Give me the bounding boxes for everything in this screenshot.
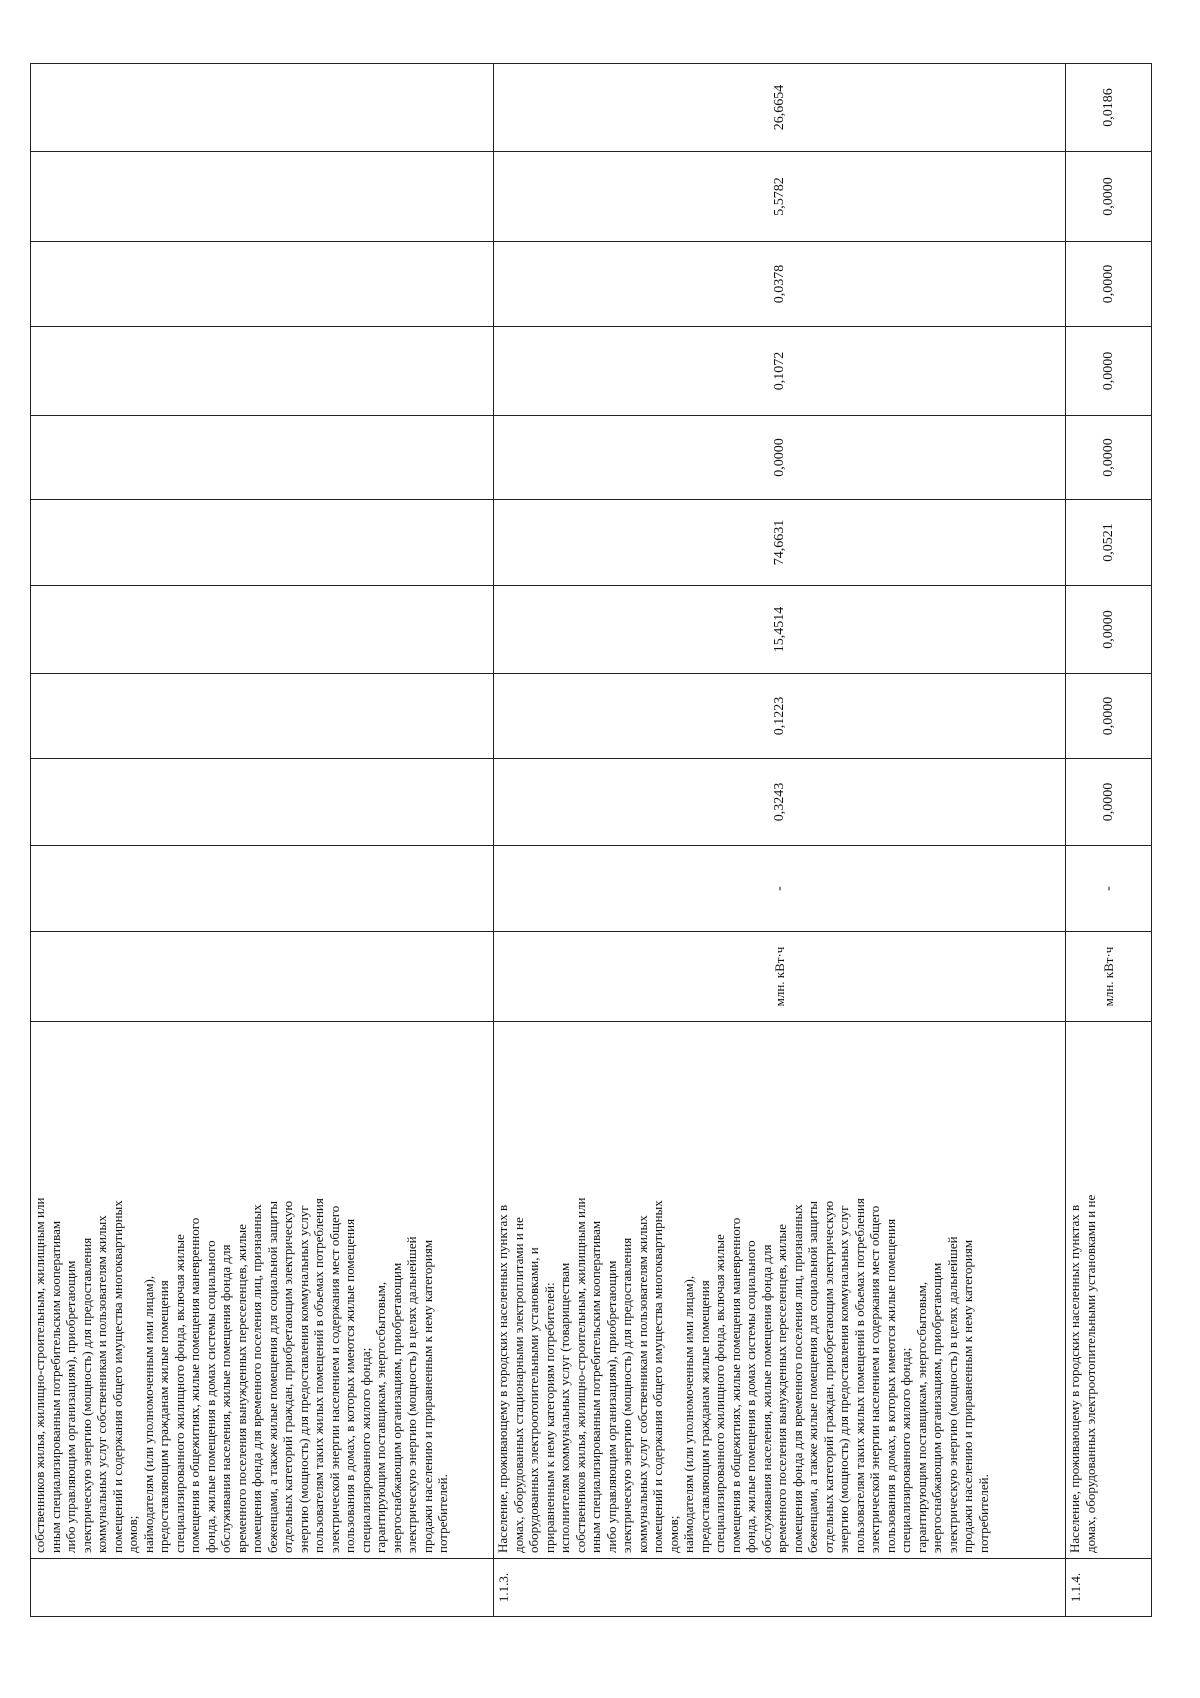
description-line: наймодателям (или уполномоченным ими лицам), bbox=[681, 1275, 696, 1553]
description-line: энергоснабжающим организациям, приобретающим bbox=[388, 1262, 404, 1553]
value-cell: 0,0000 bbox=[1066, 674, 1152, 759]
value-cell: 15,4514 bbox=[494, 586, 1066, 674]
value-cell: 0,0000 bbox=[1066, 586, 1152, 674]
description-line: помещения в общежитиях, жилые помещения маневренного bbox=[187, 1217, 202, 1553]
value-cell bbox=[31, 759, 494, 846]
value-cell bbox=[31, 416, 494, 500]
value-cell: 26,6654 bbox=[494, 64, 1066, 152]
description-line: энергию (мощность) для предоставления коммунальных услуг bbox=[836, 1205, 851, 1553]
tariff-table bbox=[30, 63, 1152, 1617]
unit-cell: млн. кВт·ч bbox=[494, 932, 1066, 1022]
description-line: электрическую энергию (мощность) для предоставления bbox=[619, 1237, 634, 1553]
description-line: обслуживания населения, жилые помещения фонда для bbox=[218, 1244, 233, 1553]
description-line: пользователям таких жилых помещений в объемах потребления bbox=[311, 1198, 326, 1553]
description-line: собственников жилья, жилищно-строительным, жилищным или bbox=[572, 1197, 588, 1553]
description-line: домов; bbox=[665, 1515, 681, 1553]
row-description bbox=[494, 1022, 1066, 1559]
value-cell bbox=[31, 64, 494, 152]
description-line: исполнителям коммунальных услуг (товариществам bbox=[557, 1262, 572, 1553]
value-cell: - bbox=[494, 846, 1066, 932]
description-line: домах, оборудованных электроотопительными установками и не bbox=[1082, 1194, 1098, 1553]
description-line: электрическую энергию (мощность) в целях дальнейшей bbox=[944, 1236, 960, 1553]
table-row bbox=[1066, 64, 1152, 1617]
description-line: либо управляющим организациям), приобретающим bbox=[63, 1260, 78, 1553]
row-code: 1.1.4. bbox=[1066, 1559, 1152, 1617]
description-line: потребителей. bbox=[975, 1474, 991, 1553]
value-cell: 0,3243 bbox=[494, 759, 1066, 846]
description-line: оборудованных электроотопительными установками, и bbox=[526, 1247, 541, 1553]
value-cell: 0,0521 bbox=[1066, 500, 1152, 586]
description-line: продажи населению и приравненным к нему категориям bbox=[419, 1239, 435, 1553]
description-line: специализированного жилищного фонда, включая жилые bbox=[712, 1234, 727, 1553]
value-cell: 0,0000 bbox=[1066, 759, 1152, 846]
description-line: беженцами, а также жилые помещения для социальной защиты bbox=[264, 1200, 280, 1553]
description-line: приравненным к нему категориям потребителей: bbox=[541, 1282, 557, 1553]
value-cell: 0,0378 bbox=[494, 242, 1066, 327]
description-line: предоставляющим гражданам жилые помещения bbox=[696, 1280, 712, 1553]
rotated-page bbox=[30, 84, 1151, 1617]
description-line: Население, проживающему в городских населенных пунктах в bbox=[495, 1204, 510, 1553]
description-line: энергию (мощность) для предоставления коммунальных услуг bbox=[295, 1205, 311, 1553]
description-line: потребителей. bbox=[435, 1474, 450, 1553]
description-line: помещений и содержания общего имущества многоквартирных bbox=[650, 1200, 665, 1553]
description-line: специализированного жилищного фонда, включая жилые bbox=[171, 1234, 187, 1553]
description-line: фонда, жилые помещения в домах системы социального bbox=[743, 1240, 758, 1553]
description-line: специализированного жилого фонда; bbox=[898, 1347, 913, 1553]
row-code bbox=[31, 1559, 494, 1617]
description-line: иным специализированным потребительским кооперативам bbox=[588, 1220, 603, 1553]
description-line: продажи населению и приравненным к нему категориям bbox=[960, 1239, 975, 1553]
description-line: электрической энергии населением и содержания мест общего bbox=[326, 1205, 342, 1553]
description-line: временного поселения вынужденных переселенцев, жилые bbox=[233, 1224, 249, 1553]
description-line: гарантирующим поставщикам, энергосбытовым, bbox=[913, 1281, 929, 1553]
value-cell: 74,6631 bbox=[494, 500, 1066, 586]
description-line: иным специализированным потребительским кооперативам bbox=[47, 1220, 63, 1553]
row-description bbox=[31, 1022, 494, 1559]
description-line: беженцами, а также жилые помещения для социальной защиты bbox=[805, 1200, 820, 1553]
description-line: пользования в домах, в которых имеются жилые помещения bbox=[882, 1218, 898, 1553]
description-line: электрической энергии населением и содержания мест общего bbox=[867, 1205, 882, 1553]
description-line: коммунальных услуг собственникам и пользователям жилых bbox=[634, 1215, 650, 1553]
value-cell bbox=[31, 586, 494, 674]
value-cell: 0,0000 bbox=[494, 416, 1066, 500]
value-cell: 0,1072 bbox=[494, 327, 1066, 416]
value-cell: 0,0000 bbox=[1066, 327, 1152, 416]
description-line: помещений и содержания общего имущества многоквартирных bbox=[109, 1200, 125, 1553]
value-cell bbox=[31, 846, 494, 932]
description-line: фонда, жилые помещения в домах системы социального bbox=[202, 1240, 218, 1553]
value-cell bbox=[31, 500, 494, 586]
value-cell: 0,0186 bbox=[1066, 64, 1152, 152]
description-line: временного поселения вынужденных переселенцев, жилые bbox=[774, 1224, 789, 1553]
description-line: наймодателям (или уполномоченным ими лицам), bbox=[140, 1275, 156, 1553]
description-line: энергоснабжающим организациям, приобретающим bbox=[929, 1262, 944, 1553]
value-cell bbox=[31, 674, 494, 759]
description-line: домах, оборудованных стационарными электроплитами и не bbox=[510, 1217, 526, 1553]
unit-cell: млн. кВт·ч bbox=[1066, 932, 1152, 1022]
description-line: отдельных категорий граждан, приобретающим электрическую bbox=[820, 1200, 836, 1553]
unit-cell bbox=[31, 932, 494, 1022]
description-line: электрическую энергию (мощность) для предоставления bbox=[78, 1237, 94, 1553]
description-line: обслуживания населения, жилые помещения фонда для bbox=[758, 1244, 774, 1553]
description-line: гарантирующим поставщикам, энергосбытовым, bbox=[373, 1281, 388, 1553]
description-line: пользования в домах, в которых имеются жилые помещения bbox=[342, 1218, 357, 1553]
value-cell bbox=[31, 327, 494, 416]
description-line: отдельных категорий граждан, приобретающим электрическую bbox=[280, 1200, 295, 1553]
description-line: собственников жилья, жилищно-строительным, жилищным или bbox=[32, 1197, 47, 1553]
value-cell: 0,1223 bbox=[494, 674, 1066, 759]
description-line: коммунальных услуг собственникам и пользователям жилых bbox=[94, 1215, 109, 1553]
value-cell: 0,0000 bbox=[1066, 416, 1152, 500]
description-line: либо управляющим организациям), приобретающим bbox=[603, 1260, 619, 1553]
description-line: специализированного жилого фонда; bbox=[357, 1347, 373, 1553]
value-cell bbox=[31, 152, 494, 242]
description-line: предоставляющим гражданам жилые помещения bbox=[156, 1280, 171, 1553]
description-line: помещения фонда для временного поселения лиц, признанных bbox=[789, 1204, 805, 1553]
table-row bbox=[494, 64, 1066, 1617]
description-line: домов; bbox=[125, 1515, 140, 1553]
value-cell: 0,0000 bbox=[1066, 242, 1152, 327]
description-line: электрическую энергию (мощность) в целях дальнейшей bbox=[404, 1236, 419, 1553]
value-cell: - bbox=[1066, 846, 1152, 932]
value-cell: 5,5782 bbox=[494, 152, 1066, 242]
row-description bbox=[1066, 1022, 1152, 1559]
row-code: 1.1.3. bbox=[494, 1559, 1066, 1617]
value-cell: 0,0000 bbox=[1066, 152, 1152, 242]
value-cell bbox=[31, 242, 494, 327]
table-row bbox=[31, 64, 494, 1617]
description-line: Население, проживающему в городских населенных пунктах в bbox=[1067, 1204, 1082, 1553]
description-line: пользователям таких жилых помещений в объемах потребления bbox=[851, 1198, 867, 1553]
description-line: помещения фонда для временного поселения лиц, признанных bbox=[249, 1204, 264, 1553]
description-line: помещения в общежитиях, жилые помещения маневренного bbox=[727, 1217, 743, 1553]
